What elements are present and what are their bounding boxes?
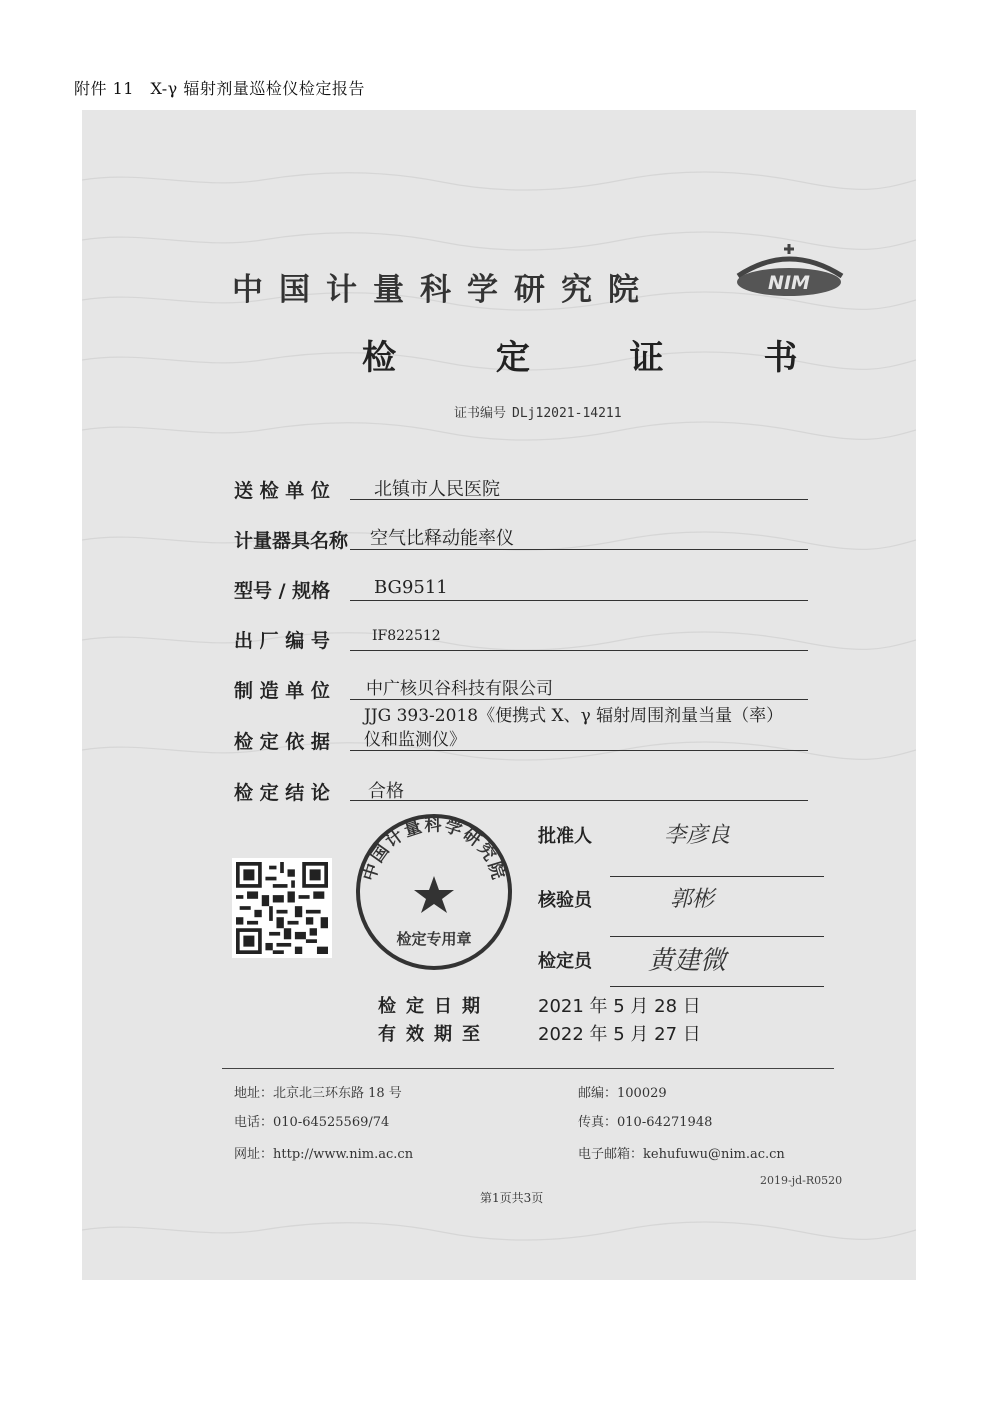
field-underline (350, 650, 808, 651)
seal-top-text: 中国计量科学研究院 (359, 815, 509, 884)
field-value-basis-line2: 仪和监测仪》 (364, 730, 466, 750)
field-label-basis: 检 定 依 据 (234, 731, 330, 753)
date-label-test: 检定日期 (378, 996, 490, 1017)
field-value-serial: IF822512 (372, 628, 441, 644)
field-value-model: BG9511 (374, 577, 448, 598)
nim-logo (732, 238, 847, 300)
field-label-serial: 出 厂 编 号 (234, 630, 330, 652)
field-label-conclusion: 检 定 结 论 (234, 782, 330, 804)
form-version: 2019-jd-R0520 (760, 1174, 843, 1187)
field-label-submitter: 送 检 单 位 (234, 480, 330, 502)
field-underline (350, 800, 808, 801)
signature-label-approver: 批准人 (538, 826, 592, 847)
footer-email: 电子邮箱：kehufuwu@nim.ac.cn (578, 1147, 785, 1162)
footer-phone: 电话：010-64525569/74 (234, 1115, 390, 1130)
signature-label-verifier: 核验员 (538, 890, 592, 911)
seal-bottom-text: 检定专用章 (396, 930, 472, 948)
date-label-valid: 有效期至 (378, 1024, 490, 1045)
qr-code (232, 858, 332, 958)
field-value-basis (364, 704, 783, 752)
footer-address: 地址：北京北三环东路 18 号 (234, 1086, 402, 1101)
field-underline (350, 750, 808, 751)
field-value-manufacturer: 中广核贝谷科技有限公司 (366, 679, 553, 699)
official-seal (352, 810, 516, 974)
logo-text: NIM (768, 272, 810, 294)
certificate-number (454, 402, 622, 421)
field-underline (350, 499, 808, 500)
footer-divider (222, 1068, 834, 1069)
svg-text:中国计量科学研究院 (359, 815, 510, 884)
field-label-model: 型号 / 规格 (234, 580, 331, 602)
field-value-basis-line1: JJG 393-2018《便携式 X、γ 辐射周围剂量当量（率） (364, 706, 784, 726)
field-value-instrument: 空气比释动能率仪 (370, 528, 514, 549)
certificate-title: 检 定 证 书 (362, 338, 842, 378)
footer-fax: 传真：010-64271948 (578, 1115, 713, 1130)
footer-postcode: 邮编：100029 (578, 1086, 667, 1101)
qr-code-pattern (236, 862, 328, 954)
institute-name: 中国计量科学研究院 (232, 272, 655, 308)
field-underline (350, 549, 808, 550)
footer-website: 网址：http://www.nim.ac.cn (234, 1147, 414, 1162)
date-value-test: 2021 年 5 月 28 日 (538, 996, 701, 1017)
signature-verifier: 郭彬 (670, 887, 715, 912)
signature-approver: 李彦良 (664, 823, 731, 848)
signature-label-tester: 检定员 (538, 951, 592, 972)
page-number: 第1页共3页 (480, 1191, 544, 1205)
date-value-valid: 2022 年 5 月 27 日 (538, 1024, 701, 1045)
field-label-instrument: 计量器具名称 (234, 530, 349, 552)
attachment-header: 附件 11 X-γ 辐射剂量巡检仪检定报告 (74, 79, 365, 98)
field-value-submitter: 北镇市人民医院 (374, 479, 500, 500)
field-underline (350, 699, 808, 700)
star-icon (414, 876, 454, 913)
signature-line (610, 936, 824, 937)
certificate-number-value: DLj12021-14211 (512, 406, 622, 421)
field-label-manufacturer: 制 造 单 位 (234, 680, 330, 702)
signature-line (610, 986, 824, 987)
field-underline (350, 600, 808, 601)
signature-line (610, 876, 824, 877)
field-value-conclusion: 合格 (368, 781, 404, 802)
signature-tester: 黄建微 (648, 946, 727, 976)
certificate-number-label: 证书编号 (454, 406, 507, 421)
certificate-scan (82, 110, 916, 1280)
